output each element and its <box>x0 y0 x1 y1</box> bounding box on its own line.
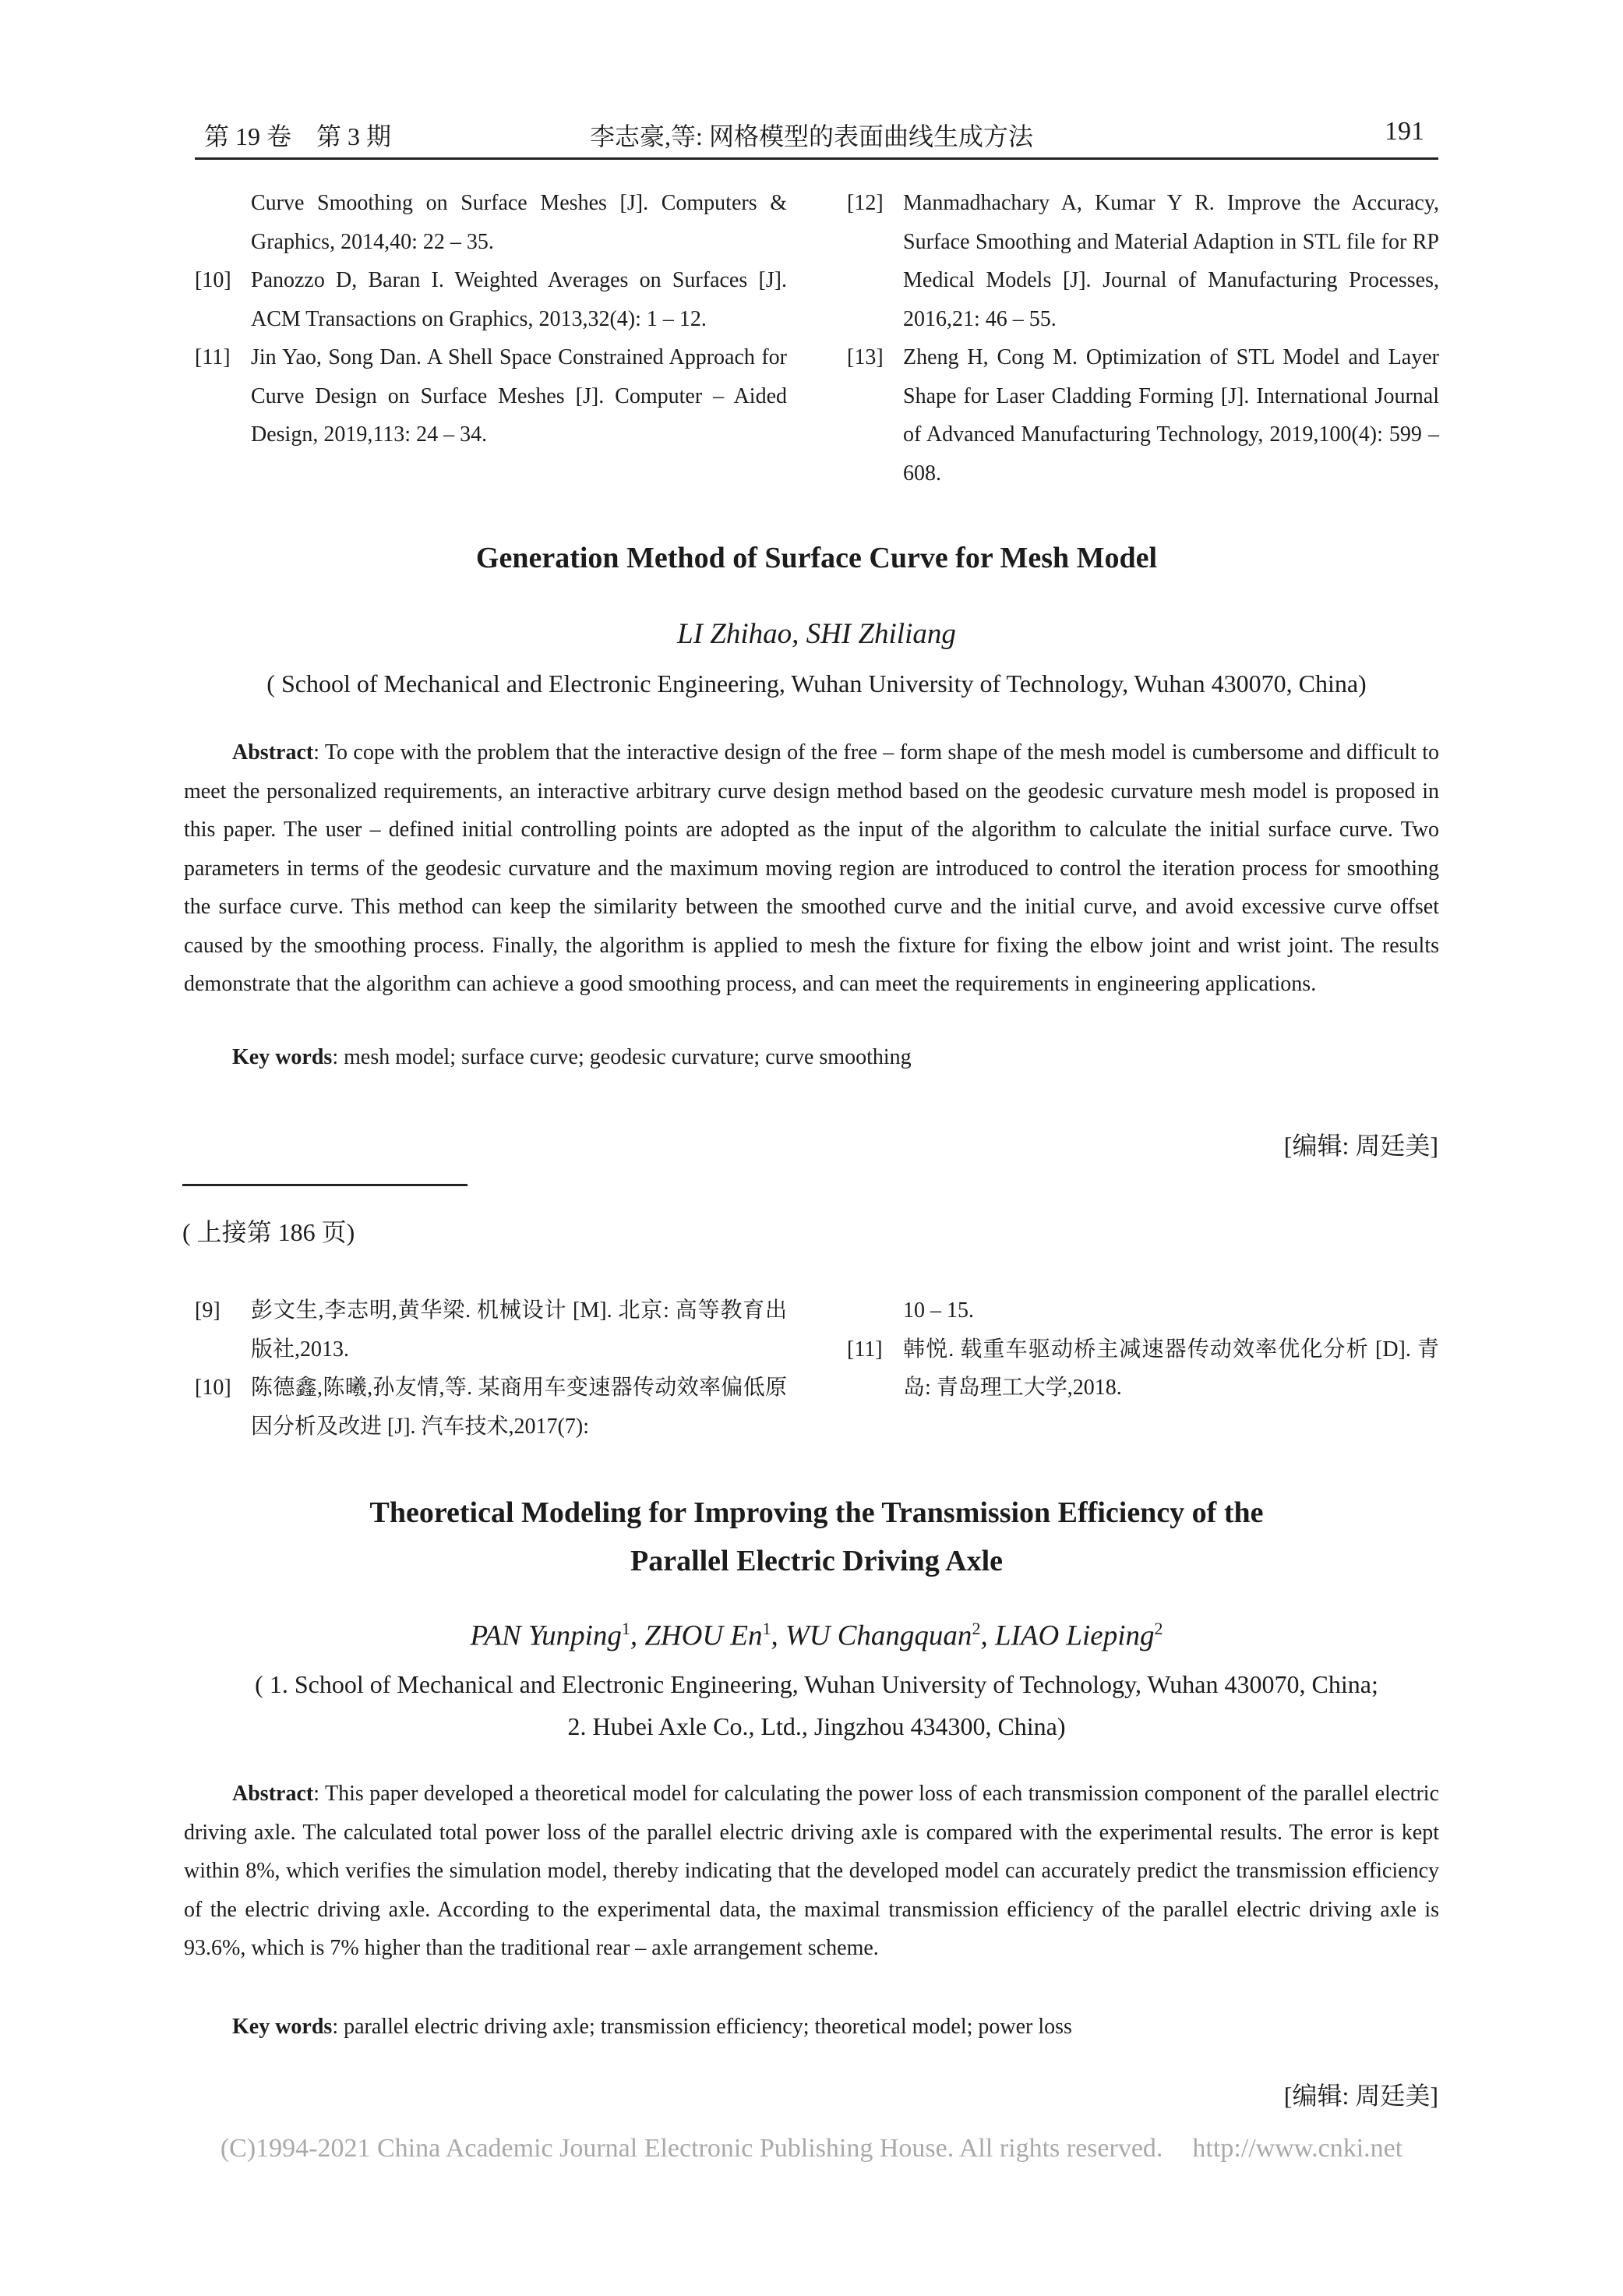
author-affiliation-mark: 2 <box>1154 1619 1163 1638</box>
article2-authors: PAN Yunping$^1$, ZHOU En$^1$, WU Changquan$^2$, LIAO Lieping$^2$ <box>470 1619 1163 1652</box>
abstract-label: Abstract <box>232 740 314 765</box>
reference-text: Zheng H, Cong M. Optimization of STL Model and Layer Shape for Laser Cladding Forming [J]. International Journal of Advanced Manufacturing Technology, 2019,100(4): 599 – 608. <box>903 345 1439 486</box>
copyright-text: (C)1994-2021 China Academic Journal Electronic Publishing House. All rights reserved. <box>220 2134 1163 2163</box>
reference-item <box>195 261 787 338</box>
article1-editor-note: [编辑: 周廷美] <box>1283 1132 1438 1160</box>
reference-number: [10] <box>195 1376 231 1400</box>
author-name: PAN Yunping <box>470 1620 622 1652</box>
article2-abstract: Abstract: This paper developed a theoretical model for calculating the power loss of each transmission component of the parallel electric driving axle. The calculated total power loss of the parallel electric driving axle is compared with the experimental results. The error is kept within 8%, which verifies the simulation model, thereby indicating that the developed model can accurately predict the transmission efficiency of the electric driving axle. According to the experimental data, the maximal transmission efficiency of the parallel electric driving axle is 93.6%, which is 7% higher than the traditional rear – axle arrangement scheme. <box>184 1782 1439 1960</box>
article1-abstract: Abstract: To cope with the problem that the interactive design of the free – form shape of the mesh model is cumbersome and difficult to meet the personalized requirements, an interactive arbitrary curve design method based on the geodesic curvature mesh model is proposed in this paper. The user – defined initial controlling points are adopted as the input of the algorithm to calculate the initial surface curve. Two parameters in terms of the geodesic curvature and the maximum moving region are introduced to control the iteration process for smoothing the surface curve. This method can keep the similarity between the smoothed curve and the initial curve, and avoid excessive curve offset caused by the smoothing process. Finally, the algorithm is applied to mesh the fixture for fixing the elbow joint and wrist joint. The results demonstrate that the algorithm can achieve a good smoothing process, and can meet the requirements in engineering applications. <box>184 740 1440 996</box>
author-name: LIAO Lieping <box>994 1620 1155 1652</box>
reference-number: [10] <box>195 268 231 292</box>
references-bottom-left <box>195 1291 787 1446</box>
reference-number: [11] <box>847 1337 883 1362</box>
reference-number: [13] <box>847 345 884 369</box>
article2-title <box>195 1489 1438 1585</box>
keywords-label: Key words <box>232 1045 333 1069</box>
article2-keywords: Key words: parallel electric driving axle; transmission efficiency; theoretical model; power loss <box>232 2015 1072 2039</box>
affiliation-line: ( 1. School of Mechanical and Electronic Engineering, Wuhan University of Technology, Wuhan 430070, China; <box>255 1670 1378 1698</box>
reference-item <box>195 1369 787 1446</box>
reference-text: 陈德鑫,陈曦,孙友情,等. 某商用车变速器传动效率偏低原因分析及改进 [J]. 汽车技术,2017(7): <box>251 1376 787 1439</box>
references-top-left <box>195 184 787 454</box>
reference-continuation: Curve Smoothing on Surface Meshes [J]. Computers & Graphics, 2014,40: 22 – 35. <box>251 191 787 254</box>
article2-title-line1: Theoretical Modeling for Improving the Transmission Efficiency of the <box>369 1496 1264 1529</box>
references-top-right <box>847 184 1439 493</box>
section-separator-rule <box>182 1184 467 1186</box>
reference-text: Panozzo D, Baran I. Weighted Averages on Surfaces [J]. ACM Transactions on Graphics, 2013,32(4): 1 – 12. <box>251 268 787 331</box>
affiliation-line: 2. Hubei Axle Co., Ltd., Jingzhou 434300, China) <box>567 1712 1066 1740</box>
article1-keywords: Key words: mesh model; surface curve; geodesic curvature; curve smoothing <box>232 1045 912 1069</box>
running-title: 李志豪,等: 网格模型的表面曲线生成方法 <box>590 122 1033 150</box>
keywords-text: parallel electric driving axle; transmission efficiency; theoretical model; power loss <box>344 2015 1072 2039</box>
author-name: ZHOU En <box>644 1620 763 1652</box>
article1-affiliation: ( School of Mechanical and Electronic Engineering, Wuhan University of Technology, Wuhan 430070, China) <box>266 669 1367 698</box>
page-number: 191 <box>1385 117 1424 146</box>
journal-volume-issue: 第 19 卷 第 3 期 <box>204 122 392 150</box>
abstract-label: Abstract <box>232 1782 314 1806</box>
reference-item <box>195 338 787 454</box>
abstract-text: To cope with the problem that the interactive design of the free – form shape of the mesh model is cumbersome and difficult to meet the personalized requirements, an interactive arbitrary curve design method based on the geodesic curvature mesh model is proposed in this paper. The user – defined initial controlling points are adopted as the input of the algorithm to calculate the initial surface curve. Two parameters in terms of the geodesic curvature and the maximum moving region are introduced to control the iteration process for smoothing the surface curve. This method can keep the similarity between the smoothed curve and the initial curve, and avoid excessive curve offset caused by the smoothing process. Finally, the algorithm is applied to mesh the fixture for fixing the elbow joint and wrist joint. The results demonstrate that the algorithm can achieve a good smoothing process, and can meet the requirements in engineering applications. <box>184 740 1440 996</box>
reference-number: [11] <box>195 345 231 369</box>
continued-from-note: ( 上接第 186 页) <box>182 1218 355 1246</box>
reference-text: 韩悦. 载重车驱动桥主减速器传动效率优化分析 [D]. 青岛: 青岛理工大学,2018. <box>903 1337 1439 1400</box>
article2-editor-note: [编辑: 周廷美] <box>1283 2082 1438 2110</box>
references-bottom-right <box>847 1291 1439 1408</box>
header-rule <box>195 157 1438 160</box>
article1-title: Generation Method of Surface Curve for Mesh Model <box>475 542 1158 574</box>
author-affiliation-mark: 1 <box>621 1619 630 1638</box>
author-affiliation-mark: 1 <box>762 1619 771 1638</box>
keywords-text: mesh model; surface curve; geodesic curvature; curve smoothing <box>344 1045 912 1069</box>
author-affiliation-mark: 2 <box>972 1619 981 1638</box>
reference-number: [12] <box>847 191 884 215</box>
cnki-url-link[interactable]: http://www.cnki.net <box>1192 2134 1403 2163</box>
reference-item <box>847 338 1439 493</box>
article2-affiliation <box>195 1663 1438 1747</box>
reference-continuation: 10 – 15. <box>903 1298 974 1323</box>
reference-item <box>847 184 1439 338</box>
reference-item <box>195 1291 787 1369</box>
article1-authors: LI Zhihao, SHI Zhiliang <box>677 618 956 650</box>
reference-text: 彭文生,李志明,黄华梁. 机械设计 [M]. 北京: 高等教育出版社,2013. <box>251 1298 787 1362</box>
abstract-text: This paper developed a theoretical model for calculating the power loss of each transmission component of the parallel electric driving axle. The calculated total power loss of the parallel electric driving axle is compared with the experimental results. The error is kept within 8%, which verifies the simulation model, thereby indicating that the developed model can accurately predict the transmission efficiency of the electric driving axle. According to the experimental data, the maximal transmission efficiency of the parallel electric driving axle is 93.6%, which is 7% higher than the traditional rear – axle arrangement scheme. <box>184 1782 1439 1960</box>
reference-item <box>847 1330 1439 1408</box>
cnki-copyright-footer <box>0 2134 1623 2164</box>
article2-title-line2: Parallel Electric Driving Axle <box>630 1545 1004 1577</box>
keywords-label: Key words <box>232 2015 333 2039</box>
reference-number: [9] <box>195 1298 221 1323</box>
reference-text: Jin Yao, Song Dan. A Shell Space Constrained Approach for Curve Design on Surface Meshes [J]. Computer – Aided Design, 2019,113: 24 – 34. <box>251 345 787 447</box>
reference-text: Manmadhachary A, Kumar Y R. Improve the Accuracy, Surface Smoothing and Material Adaption in STL file for RP Medical Models [J]. Journal of Manufacturing Processes, 2016,21: 46 – 55. <box>903 191 1439 331</box>
author-name: WU Changquan <box>785 1620 972 1652</box>
